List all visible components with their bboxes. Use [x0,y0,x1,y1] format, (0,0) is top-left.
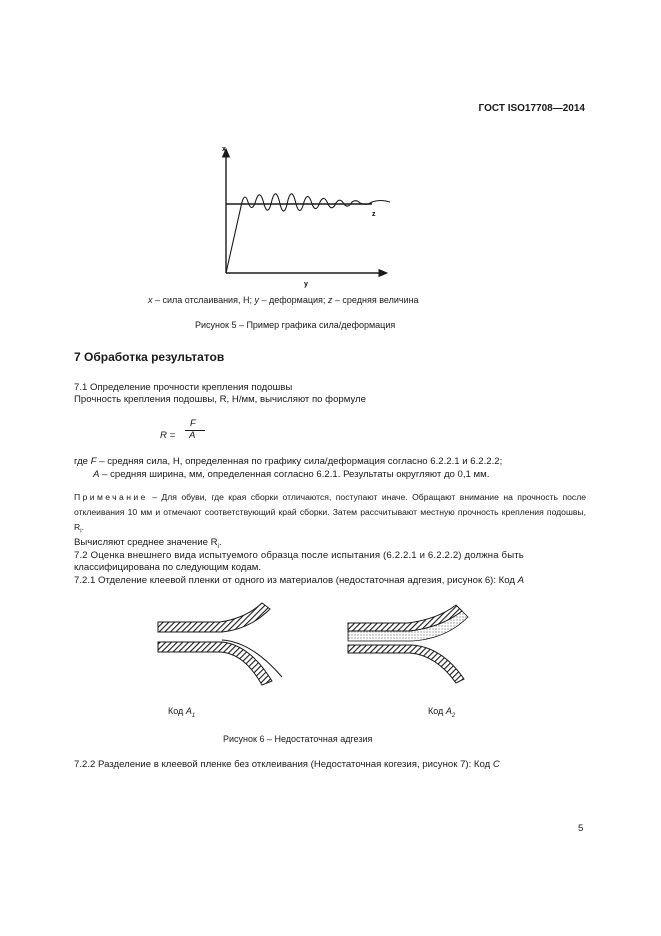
where-A: A – средняя ширина, мм, определенная согласно 6.2.1. Результаты округляют до 0,1 мм. [93,469,490,480]
page-number: 5 [578,823,584,834]
figure5-label-y: y [304,281,308,288]
p72-line2: классифицирована по следующим кодам. [74,562,262,573]
figure6-code-a2: Код $A_2$ [428,706,456,719]
section7-title: 7 Обработка результатов [74,350,225,364]
p71-title: 7.1 Определение прочности крепления подошвы [74,382,293,393]
figure5-force-curve [226,194,390,273]
p721-text: 7.2.1 Отделение клеевой пленки от одного из материалов (недостаточная адгезия, рисунок 6): Код A [74,575,525,586]
figure5-caption: Рисунок 5 – Пример графика сила/деформация [195,320,396,330]
figure5-label-z: z [372,211,376,218]
mean-text: Вычисляют среднее значение $R_i$. [74,537,222,550]
figure6-code-a1-drawing [158,603,282,685]
where-F: где F – средняя сила, Н, определенная по графику сила/деформация согласно 6.2.2.1 и 6.2.2.2; [74,456,503,467]
figure6-code-a2-drawing [348,605,468,683]
figure6-code-a1: Код $A_1$ [168,706,196,719]
figure6-caption: Рисунок 6 – Недостаточная адгезия [223,734,373,744]
figure5-label-x: x [222,146,226,153]
p72-line1: 7.2 Оценка внешнего вида испытуемого образца после испытания (6.2.2.1 и 6.2.2.2) должна быть [74,550,524,561]
figure5-legend: x – сила отслаивания, Н; y – деформация; z – средняя величина [148,295,419,305]
p722-text: 7.2.2 Разделение в клеевой пленке без отклеивания (Недостаточная когезия, рисунок 7): Код C [74,759,500,770]
figure5-graph [200,140,400,290]
p71-text: Прочность крепления подошвы, R, Н/мм, вычисляют по формуле [74,394,366,405]
note: Примечание – Для обуви, где края сборки отличаются, поступают иначе. Обращают внимание на прочность после отклеивания 10 мм и отмечают соответствующий край сборки. Затем рассчитывают местную прочность крепления подошвы, $R_i$. [74,492,586,535]
document-header: ГОСТ ISO17708—2014 [478,103,585,114]
figure6-drawings [150,595,490,695]
